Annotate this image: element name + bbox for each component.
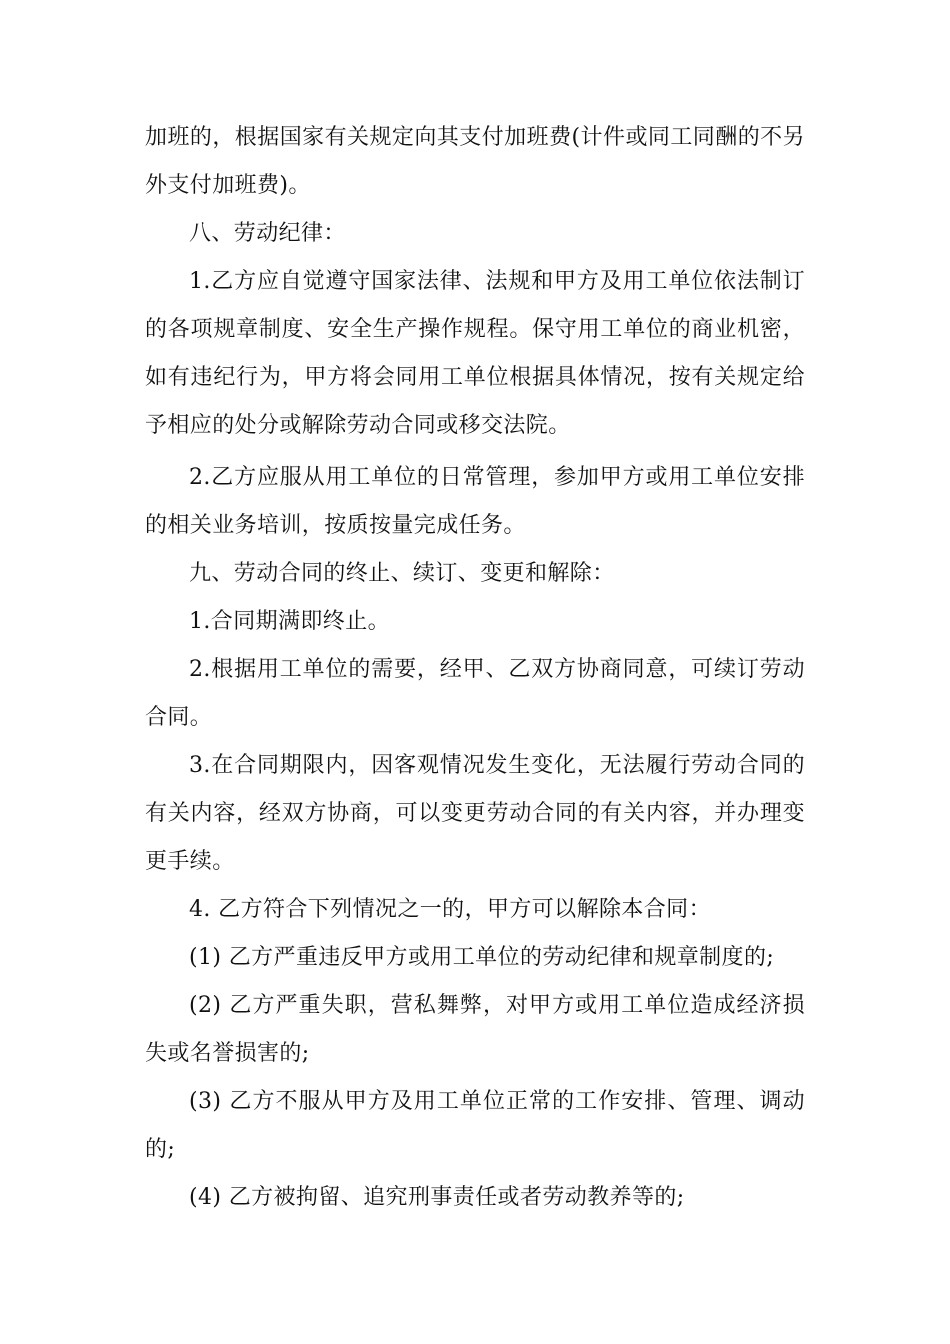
list-item-3: (3) 乙方不服从甲方及用工单位正常的工作安排、管理、调动的;	[145, 1089, 805, 1162]
list-item-4: (4) 乙方被拘留、追究刑事责任或者劳动教养等的;	[189, 1185, 685, 1210]
paragraph-termination-1: 1.合同期满即终止。	[189, 609, 390, 634]
paragraph-termination-4: 4. 乙方符合下列情况之一的，甲方可以解除本合同：	[189, 897, 711, 922]
list-item-2: (2) 乙方严重失职，营私舞弊，对甲方或用工单位造成经济损失或名誉损害的;	[145, 993, 805, 1066]
list-item-1: (1) 乙方严重违反甲方或用工单位的劳动纪律和规章制度的;	[189, 945, 775, 970]
paragraph-discipline-1: 1.乙方应自觉遵守国家法律、法规和甲方及用工单位依法制订的各项规章制度、安全生产操作规程。保守用工单位的商业机密，如有违纪行为，甲方将会同用工单位根据具体情况，按有关规定给予相应的处分或解除劳动合同或移交法院。	[145, 269, 805, 438]
paragraph-termination-2: 2.根据用工单位的需要，经甲、乙双方协商同意，可续订劳动合同。	[145, 657, 805, 730]
paragraph-discipline-2: 2.乙方应服从用工单位的日常管理，参加甲方或用工单位安排的相关业务培训，按质按量完成任务。	[145, 465, 805, 538]
heading-labor-discipline: 八、劳动纪律：	[189, 221, 346, 246]
heading-contract-termination: 九、劳动合同的终止、续订、变更和解除：	[189, 561, 615, 586]
paragraph-overtime-continuation: 加班的，根据国家有关规定向其支付加班费(计件或同工同酬的不另外支付加班费)。	[145, 125, 805, 198]
paragraph-termination-3: 3.在合同期限内，因客观情况发生变化，无法履行劳动合同的有关内容，经双方协商，可以变更劳动合同的有关内容，并办理变更手续。	[145, 753, 805, 874]
